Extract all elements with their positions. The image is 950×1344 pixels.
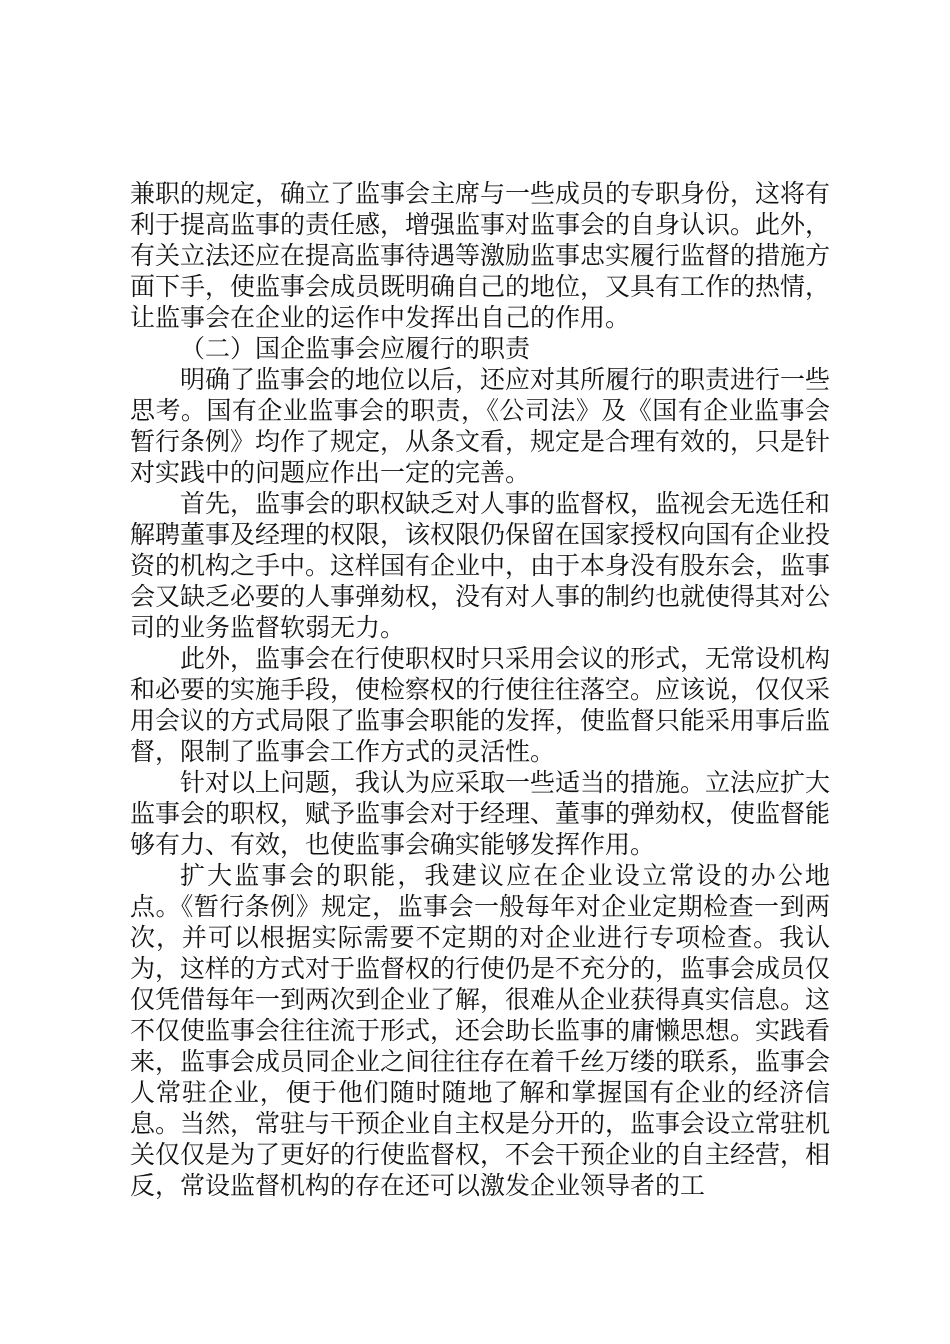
paragraph: 扩大监事会的职能，我建议应在企业设立常设的办公地点。《暂行条例》规定，监事会一般每年对企业定期检查一到两次，并可以根据实际需要不定期的对企业进行专项检查。我认为，这样的方式对于监督权的行使仍是不充分的，监事会成员仅仅凭借每年一到两次到企业了解，很难从企业获得真实信息。这不仅使监事会往往流于形式，还会助长监事的庸懒思想。实践看来，监事会成员同企业之间往往存在着千丝万缕的联系，监事会人常驻企业，便于他们随时随地了解和掌握国有企业的经济信息。当然，常驻与干预企业自主权是分开的，监事会设立常驻机关仅仅是为了更好的行使监督权，不会干预企业的自主经营，相反，常设监督机构的存在还可以激发企业领导者的工 [130, 861, 831, 1200]
paragraph-continuation: 兼职的规定，确立了监事会主席与一些成员的专职身份，这将有利于提高监事的责任感，增强监事对监事会的自身认识。此外，有关立法还应在提高监事待遇等激励监事忠实履行监督的措施方面下手，使监事会成员既明确自己的地位，又具有工作的热情，让监事会在企业的运作中发挥出自己的作用。 [130, 179, 831, 332]
paragraph: 首先，监事会的职权缺乏对人事的监督权，监视会无选任和解聘董事及经理的权限，该权限仍保留在国家授权向国有企业投资的机构之手中。这样国有企业中，由于本身没有股东会，监事会又缺乏必要的人事弹劾权，没有对人事的制约也就使得其对公司的业务监督软弱无力。 [130, 489, 831, 642]
paragraph: 此外，监事会在行使职权时只采用会议的形式，无常设机构和必要的实施手段，使检察权的行使往往落空。应该说，仅仅采用会议的方式局限了监事会职能的发挥，使监督只能采用事后监督，限制了监事会工作方式的灵活性。 [130, 644, 831, 766]
section-heading: （二）国企监事会应履行的职责 [180, 334, 531, 363]
paragraph: 明确了监事会的地位以后，还应对其所履行的职责进行一些思考。国有企业监事会的职责，《公司法》及《国有企业监事会暂行条例》均作了规定，从条文看，规定是合理有效的，只是针对实践中的问题应作出一定的完善。 [130, 365, 831, 487]
paragraph: 针对以上问题，我认为应采取一些适当的措施。立法应扩大监事会的职权，赋予监事会对于经理、董事的弹劾权，使监督能够有力、有效，也使监事会确实能够发挥作用。 [130, 768, 831, 859]
body-text [130, 178, 830, 1201]
